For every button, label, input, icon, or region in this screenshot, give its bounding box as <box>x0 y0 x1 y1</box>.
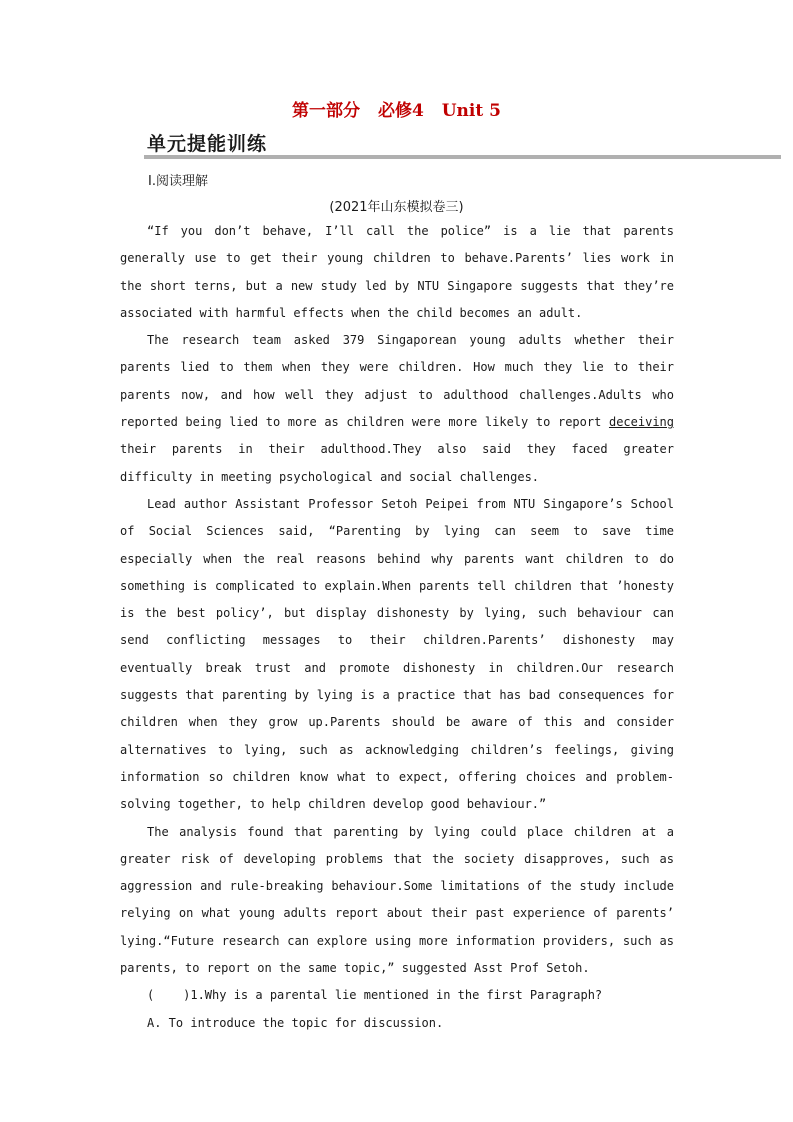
page-header <box>0 96 793 121</box>
underlined-word: deceiving <box>608 415 674 430</box>
paragraph-2-text-a: The research team asked 379 Singaporean young adults whether their parents lied to them when they were children. How much they lie to their parents now, and how well they adjust to adulthood challenges.Adults who reported being lied to more as children were more likely to report <box>120 333 674 430</box>
paragraph-4: The analysis found that parenting by lying could place children at a greater risk of developing problems that the society disapproves, such as aggression and rule-breaking behaviour.Some limitations of the study include relying on what young adults report about their past experience of parents’ lying.“Future research can explore using more information providers, such as parents, to report on the same topic,” suggested Asst Prof Setoh. <box>120 824 674 976</box>
paragraph-2-text-b: their parents in their adulthood.They also said they faced greater difficulty in meeting psychological and social challenges. <box>120 442 674 484</box>
header-unit: Unit 5 <box>441 101 501 121</box>
paragraph-3: Lead author Assistant Professor Setoh Peipei from NTU Singapore’s School of Social Sciences said, “Parenting by lying can seem to save time especially when the real reasons behind why parents want children to do something is complicated to explain.When parents tell children that ’honesty is the best policy’, but display dishonesty by lying, such behaviour can send conflicting messages to their children.Parents’ dishonesty may eventually break trust and promote dishonesty in children.Our research suggests that parenting by lying is a practice that has bad consequences for children when they grow up.Parents should be aware of this and consider alternatives to lying, such as acknowledging children’s feelings, giving information so children know what to expect, offering choices and problem-solving together, to help children develop good behaviour.” <box>120 496 674 812</box>
paragraph-2 <box>120 327 674 491</box>
header-part: 第一部分 <box>292 101 361 121</box>
question-1-option-a: A. To introduce the topic for discussion. <box>147 1015 444 1030</box>
part-label: Ⅰ.阅读理解 <box>148 174 208 189</box>
passage-source: (2021年山东模拟卷三) <box>329 200 464 215</box>
reading-passage <box>120 218 674 1037</box>
header-book: 必修4 <box>377 101 424 121</box>
section-title: 单元提能训练 <box>147 133 268 155</box>
title-divider <box>144 155 781 159</box>
paragraph-1: “If you don’t behave, I’ll call the police” is a lie that parents generally use to get their young children to behave.Parents’ lies work in the short terns, but a new study led by NTU Singapore suggests that they’re associated with harmful effects when the child becomes an adult. <box>120 224 674 320</box>
question-1-stem: ( )1.Why is a parental lie mentioned in the first Paragraph? <box>147 988 603 1003</box>
